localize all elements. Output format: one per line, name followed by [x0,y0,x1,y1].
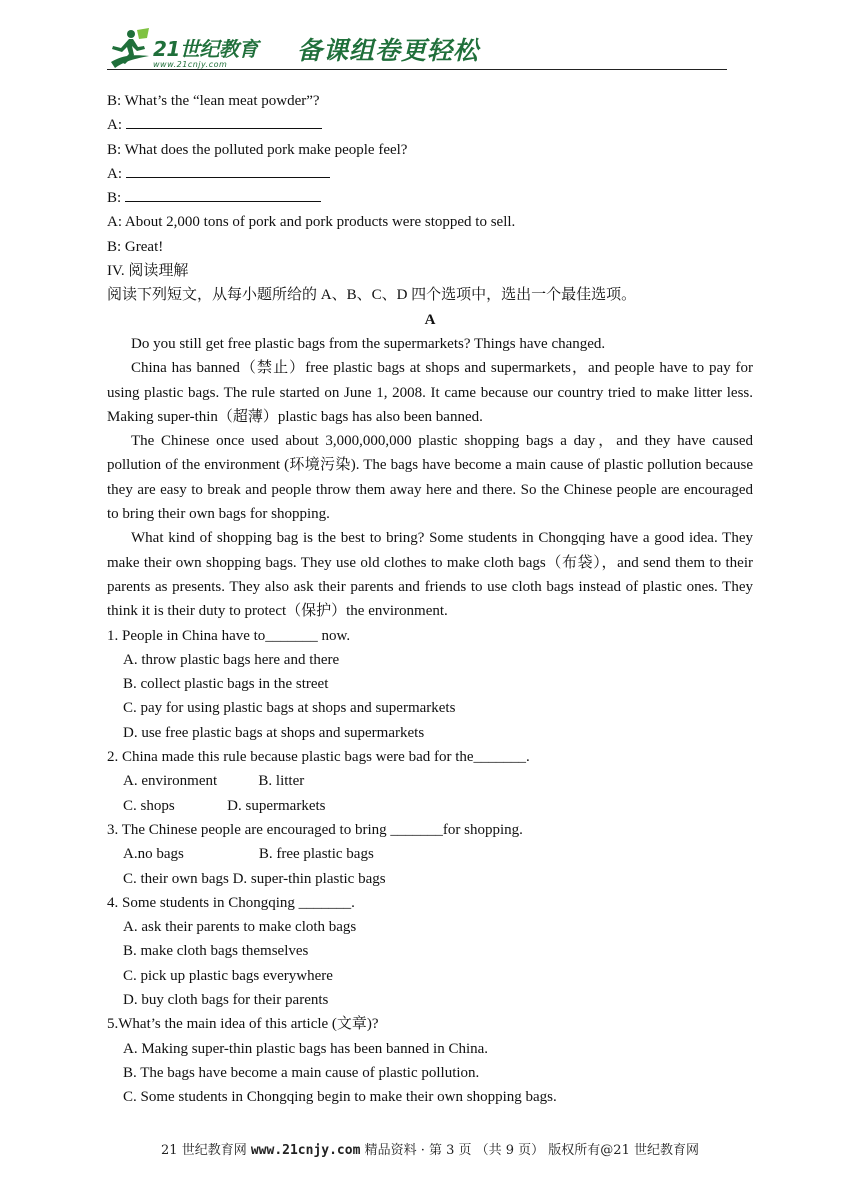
footer-url: www.21cnjy.com [250,1143,361,1158]
question-option: C. pick up plastic bags everywhere [123,967,333,984]
question-option: B. collect plastic bags in the street [123,676,329,693]
question-stem: 3. The Chinese people are encouraged to bring _______for shopping. [107,821,523,838]
question-option: A. environment B. litter [123,773,305,790]
question-option: D. use free plastic bags at shops and supermarkets [123,724,425,741]
logo [107,22,258,70]
question-option: C. pay for using plastic bags at shops and supermarkets [123,700,456,717]
page-footer [0,1139,860,1158]
question-stem: 1. People in China have to_______ now. [107,627,351,644]
dialogue-text: A: [107,165,122,182]
question-stem: 5.What’s the main idea of this article (文章)? [107,1016,379,1033]
question-option: C. Some students in Chongqing begin to make their own shopping bags. [123,1089,557,1106]
document-body [107,89,753,1109]
question-option: C. their own bags D. super-thin plastic bags [123,870,386,887]
question-stem: 2. China made this rule because plastic bags were bad for the_______. [107,749,530,766]
runner-logo-icon [107,26,151,70]
dialogue-text: B: What’s the “lean meat powder”? [107,93,320,109]
dialogue-section [107,89,753,259]
answer-blank[interactable] [126,113,322,129]
footer-page-info: 精品资料 · 第 3 页 （共 9 页） 版权所有@21 世纪教育网 [364,1143,699,1158]
dialogue-line [107,210,753,234]
passage-paragraph: China has banned（禁止）free plastic bags at shops and supermarkets，and people have to pay for using plastic bags. The rule started on June 1, 2008. It came because our country tried to make litter less. Making super-thin（超薄）plastic bags has also been banned. [107,360,753,425]
dialogue-text: A: About 2,000 tons of pork and pork products were stopped to sell. [107,214,516,231]
passage-paragraph: What kind of shopping bag is the best to bring? Some students in Chongqing have a good idea. They make their own shopping bags. They use old clothes to make cloth bags（布袋），and send them to their parents as presents. They also ask their parents and friends to use cloth bags instead of plastic ones. They think it is their duty to protect（保护）the environment. [107,530,753,620]
header-divider [107,69,727,70]
passage-paragraph: Do you still get free plastic bags from the supermarkets? Things have changed. [131,335,606,352]
dialogue-text: B: Great! [107,238,164,255]
question-stem: 4. Some students in Chongqing _______. [107,894,355,911]
answer-blank[interactable] [126,162,330,178]
brand-name: 21世纪教育 [153,37,258,61]
answer-blank[interactable] [125,186,321,202]
question-option: C. shops D. supermarkets [123,797,326,814]
question-option: A.no bags B. free plastic bags [123,846,374,863]
question-option: D. buy cloth bags for their parents [123,991,329,1008]
page-header [107,22,727,72]
question-option: A. Making super-thin plastic bags has been banned in China. [123,1040,489,1057]
section-instruction: 阅读下列短文，从每小题所给的 A、B、C、D 四个选项中，选出一个最佳选项。 [107,287,637,304]
dialogue-line [107,186,753,210]
brand-url: www.21cnjy.com [153,60,228,69]
dialogue-text: B: [107,190,122,207]
dialogue-line [107,113,753,137]
dialogue-text: B: What does the polluted pork make people feel? [107,141,408,158]
question-option: B. make cloth bags themselves [123,943,309,960]
question-option: A. ask their parents to make cloth bags [123,919,357,936]
passage-text [107,332,753,624]
footer-site-name: 21 世纪教育网 [161,1143,247,1158]
dialogue-line [107,235,753,259]
passage-title: A [424,311,436,328]
brand-text [153,38,258,70]
dialogue-line [107,138,753,162]
passage-paragraph: The Chinese once used about 3,000,000,000 plastic shopping bags a day，and they have caused pollution of the environment (环境污染). The bags have become a main cause of plastic pollution because they are easy to break and people throw them away here and there. So the Chinese people are encouraged to bring their own bags for shopping. [107,433,753,523]
dialogue-line [107,162,753,186]
question-list [107,624,753,1110]
question-option: A. throw plastic bags here and there [123,651,340,668]
dialogue-text: A: [107,117,122,134]
section-heading: IV. 阅读理解 [107,263,189,280]
question-option: B. The bags have become a main cause of plastic pollution. [123,1064,480,1081]
header-slogan: 备课组卷更轻松 [297,36,480,65]
dialogue-line [107,89,753,113]
